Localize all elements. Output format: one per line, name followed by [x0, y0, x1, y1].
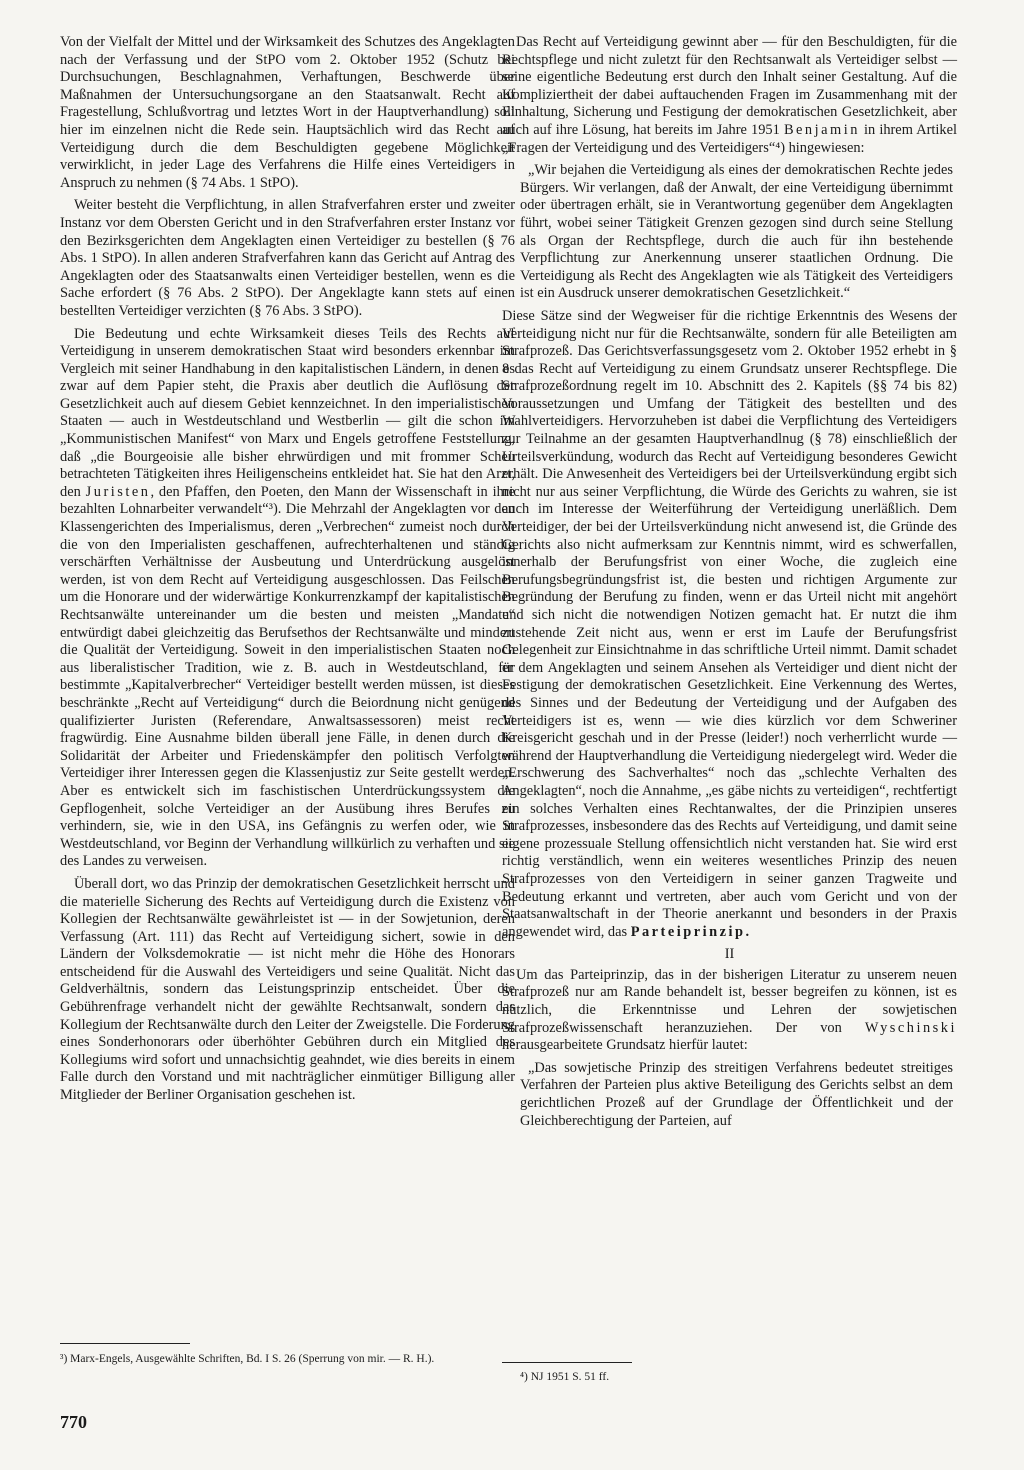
page-number: 770 — [60, 1412, 87, 1432]
right-paragraph-1 — [502, 34, 957, 157]
left-paragraph-1: Von der Vielfalt der Mittel und der Wirksamkeit des Schutzes des Angeklagten nach der Verfassung und der StPO vom 2. Oktober 1952 (Schutz bei Durchsuchungen, Beschlagnahmen, Verhaftungen, Beschwerde über Maßnahmen der Untersuchungsorgane an den Staatsanwalt. Recht auf Fragestellung, Schlußvortrag und letztes Wort in der Hauptverhandlung) soll hier im einzelnen nicht die Rede sein. Hauptsächlich wird das Recht auf Verteidigung durch die dem Beschuldigten gegebene Möglichkeit verwirklicht, in jeder Lage des Verfahrens die Hilfe eines Verteidigers in Anspruch zu nehmen (§ 74 Abs. 1 StPO). — [60, 34, 515, 191]
left-footnote-rule — [60, 1343, 190, 1344]
right-paragraph-3 — [502, 967, 957, 1055]
right-paragraph-3-part-a: Um das Parteiprinzip, das in der bisherigen Literatur zu unserem neuen Strafprozeß nur am Rande behandelt ist, besser begreifen zu können, ist es nützlich, die Erkenntnisse und Lehren der sowjetischen Strafprozeßwissenschaft heranzuziehen. Der von — [502, 966, 957, 1036]
right-paragraph-1-part-a: Das Recht auf Verteidigung gewinnt aber — für den Beschuldigten, für die Rechtspflege und nicht zuletzt für den Rechtsanwalt als Verteidiger selbst — seine eigentliche Bedeutung erst durch den Inhalt seiner Gestaltung. Auf die Kompliziertheit der dabei auftauchenden Fragen im Zusammenhang mit der Einhaltung, Sicherung und Festigung der demokratischen Gesetzlichkeit, aber auch auf ihre Lösung, hat bereits im Jahre 1951 — [502, 34, 957, 138]
right-paragraph-2-part-a: Diese Sätze sind der Wegweiser für die richtige Erkenntnis des Wesens der Verteidigung nicht nur für die Rechtsanwälte, sondern für alle Beteiligten am Strafprozeß. Das Gerichtsverfassungsgesetz vom 2. Oktober 1952 erhebt in § 8 das Recht auf Verteidigung zu einem Grundsatz unserer Rechtspflege. Die Strafprozeßordnung regelt im 10. Abschnitt des 2. Kapitels (§§ 74 bis 82) Voraussetzungen und Umfang der Tätigkeit des bestellten und des Wahlverteidigers. Hervorzuheben ist dabei die Verpflichtung des Verteidigers zur Teilnahme an der gesamten Hauptverhandlnug (§ 78) einschließlich der Urteilsverkündung, wodurch das Recht auf Verteidigung besonderes Gewicht erhält. Die Anwesenheit des Verteidigers bei der Urteilsverkündung ergibt sich nicht nur aus seiner Verpflichtung, die Würde des Gerichts zu wahren, sie ist auch im Interesse der Weiterführung der Verteidigung unerläßlich. Dem Verteidiger, der bei der Urteilsverkündung nicht anwesend ist, die Gründe des Gerichts also nicht aufmerksam zur Kenntnis nimmt, wird es schwerfallen, innerhalb der Berufungsfrist von einer Woche, die zugleich eine Berufungsbegründungsfrist ist, die besten und richtigen Argumente zur Begründung der Berufung zu finden, wenn er das Urteil nicht mit angehört und sich nicht die notwendigen Notizen gemacht hat. Er nutzt die ihm zustehende Zeit nicht aus, wenn er erst im Laufe der Berufungsfrist Gelegenheit zur Einsichtnahme in das schriftliche Urteil nimmt. Damit schadet er dem Angeklagten und seinem Ansehen als Verteidiger und dient nicht der Festigung der demokratischen Gesetzlichkeit. Eine Verkennung des Wertes, des Sinnes und der Bedeutung der Verteidigung und der Aufgaben des Verteidigers ist es, wenn — wie dies kürzlich vor dem Schweriner Kreisgericht geschah und in der Presse (leider!) noch verherrlicht wurde — während der Hauptverhandlung die Verteidigung niedergelegt wird. Weder die „Erschwerung des Sachverhaltes“ noch das „schlechte Verhalten des Angeklagten“, noch die Annahme, „es gäbe nichts zu verteidigen“, rechtfertigt ein solches Verhalten eines Rechtanwaltes, der die Prinzipien unseres Strafprozesses, insbesondere das des Rechts auf Verteidigung, und damit seine eigene prozessuale Stellung offensichtlich nicht verstanden hat. Sie wird erst richtig verständlich, wenn ein weiteres wesentliches Prinzip des neuen Strafprozesses von den Verteidigern in seiner ganzen Tragweite und Bedeutung erkannt und vertreten, aber auch vom Gericht und von der Staatsanwaltschaft in der Theorie anerkannt und besonders in der Praxis angewendet wird, das — [502, 307, 957, 940]
left-paragraph-4: Überall dort, wo das Prinzip der demokratischen Gesetzlichkeit herrscht und die materielle Sicherung des Rechts auf Verteidigung durch die Existenz von Kollegien der Rechtsanwälte gewährleistet ist — in der Sowjetunion, deren Verfassung (Art. 111) das Recht auf Verteidigung sichert, sowie in den Ländern der Volksdemokratie — ist nicht mehr die Höhe des Honorars entscheidend für die Auswahl des Verteidigers und seine Qualität. Nicht das Geldverhältnis, sondern das Leistungsprinzip entscheidet. Über die Gebührenfrage verhandelt nicht der gewählte Rechtsanwalt, sondern das Kollegium der Rechtsanwälte durch den Leiter der Zweigstelle. Die Forderung eines Sonderhonorars oder überhöhter Gebühren durch ein Mitglied des Kollegiums wird sofort und unnachsichtig geahndet, wie dies bereits in einem Falle durch den Vorstand und mit nachträglicher einmütiger Billigung aller Mitglieder der Berliner Organisation geschehen ist. — [60, 875, 515, 1104]
left-paragraph-3 — [60, 326, 515, 871]
right-footnote: ⁴) NJ 1951 S. 51 ff. — [520, 1371, 610, 1383]
spaced-word-parteiprinzip: Parteiprinzip. — [630, 923, 752, 940]
quote-wyschinski: „Das sowjetische Prinzip des streitigen Verfahrens bedeutet streitiges Verfahren der Parteien plus aktive Beteiligung des Gerichts selbst an dem gerichtlichen Prozeß auf der Grundlage der Öffentlichkeit und der Gleichberechtigung der Parteien, auf — [520, 1059, 953, 1129]
left-paragraph-3-part-b: , den Pfaffen, den Poeten, den Mann der Wissenschaft in ihre bezahlten Lohnarbeiter verwandelt“³). Die Mehrzahl der Angeklagten vor den Klassengerichten des Imperialismus, deren „Verbrechen“ zumeist noch durch die von den Imperialisten geschaffenen, aufrechterhaltenen und ständig verschärften Verhältnisse der Ausbeutung und Unterdrückung ausgelöst werden, ist von dem Recht auf Verteidigung ausgeschlossen. Das Feilschen um die Honorare und der widerwärtige Konkurrenzkampf der kapitalistischen Rechtsanwälte untereinander um die besten und meisten „Mandate“ entwürdigt dabei gleichzeitig das Berufsethos der Rechtsanwälte und mindert die Qualität der Verteidigung. Soweit in den imperialistischen Staaten noch aus liberalistischer Tradition, wie z. B. auch in Westdeutschland, für bestimmte „Kapitalverbrecher“ Verteidiger bestellt werden müssen, ist dieses beschränkte „Recht auf Verteidigung“ durch die Beiordnung nicht genügend qualifizierter Juristen (Referendare, Anwaltsassessoren) meist recht fragwürdig. Eine Ausnahme bilden überall jene Fälle, in denen durch die Solidarität der Arbeiter und Friedenskämpfer den politisch Verfolgten Verteidiger ihrer Interessen gegen die Klassenjustiz zur Seite gestellt werden. Aber es entwickelt sich im faschistischen Unterdrückungssystem die Gepflogenheit, solche Verteidiger an der Ausübung ihres Berufes zu verhindern, sie, wie in den USA, ins Gefängnis zu werfen oder, wie in Westdeutschland, vor Beginn der Verhandlung willkürlich zu verhaften und sie des Landes zu verweisen. — [60, 483, 515, 870]
spaced-name-benjamin: Benjamin — [783, 121, 860, 138]
spaced-word-juristen: Juristen — [85, 483, 151, 500]
right-footnote-rule — [502, 1362, 632, 1363]
right-column — [502, 34, 957, 1135]
left-footnote: ³) Marx-Engels, Ausgewählte Schriften, Bd. I S. 26 (Sperrung von mir. — R. H.). — [60, 1353, 435, 1365]
right-paragraph-1-part-b: in ihrem Artikel „Fragen der Verteidigung und des Verteidigers“⁴) hingewiesen: — [502, 121, 957, 156]
left-column — [60, 34, 515, 1110]
left-paragraph-2: Weiter besteht die Verpflichtung, in allen Strafverfahren erster und zweiter Instanz vor dem Obersten Gericht und in den Strafverfahren erster Instanz vor den Bezirksgerichten dem Angeklagten einen Verteidiger zu bestellen (§ 76 Abs. 1 StPO). In allen anderen Strafverfahren kann das Gericht auf Antrag des Angeklagten oder des Staatsanwalts einen Verteidiger bestellen, wenn es die Sache erfordert (§ 76 Abs. 2 StPO). Der Angeklagte kann stets auf einen bestellten Verteidiger verzichten (§ 76 Abs. 3 StPO). — [60, 197, 515, 319]
right-paragraph-3-part-b: herausgearbeitete Grundsatz hierfür lautet: — [502, 1037, 748, 1054]
quote-benjamin: „Wir bejahen die Verteidigung als eines der demokratischen Rechte jedes Bürgers. Wir verlangen, daß der Anwalt, der eine Verteidigung übernimmt oder übertragen erhält, sie in Verantwortung gegenüber dem Angeklagten führt, wobei seiner Tätigkeit Grenzen gezogen sind durch seine Stellung als Organ der Rechtspflege, durch die auch für ihn bestehende Verpflichtung zur Anerkennung unserer staatlichen Ordnung. Die Verteidigung als Recht des Angeklagten wie als Tätigkeit des Verteidigers ist ein Ausdruck unserer demokratischen Gesetzlichkeit.“ — [520, 162, 953, 302]
left-paragraph-3-part-a: Die Bedeutung und echte Wirksamkeit dieses Teils des Rechts auf Verteidigung in unserem demokratischen Staat wird besonders erkennbar im Vergleich mit seiner Handhabung in den kapitalistischen Ländern, in denen es zwar auf dem Papier steht, die Praxis aber deutlich die Auflösung der Gesetzlichkeit auch auf diesem Gebiet kennzeichnet. In den imperialistischen Staaten — auch in Westdeutschland und Westberlin — gilt die schon im „Kommunistischen Manifest“ von Marx und Engels getroffene Feststellung, daß „die Bourgeoisie alle bisher ehrwürdigen und mit frommer Scheu betrachteten Tätigkeiten ihres Heiligenscheins entkleidet hat. Sie hat den Arzt, den — [60, 325, 515, 500]
spaced-name-wyschinski: Wyschinski — [864, 1019, 957, 1036]
section-heading: II — [724, 946, 735, 963]
right-paragraph-2 — [502, 308, 957, 941]
